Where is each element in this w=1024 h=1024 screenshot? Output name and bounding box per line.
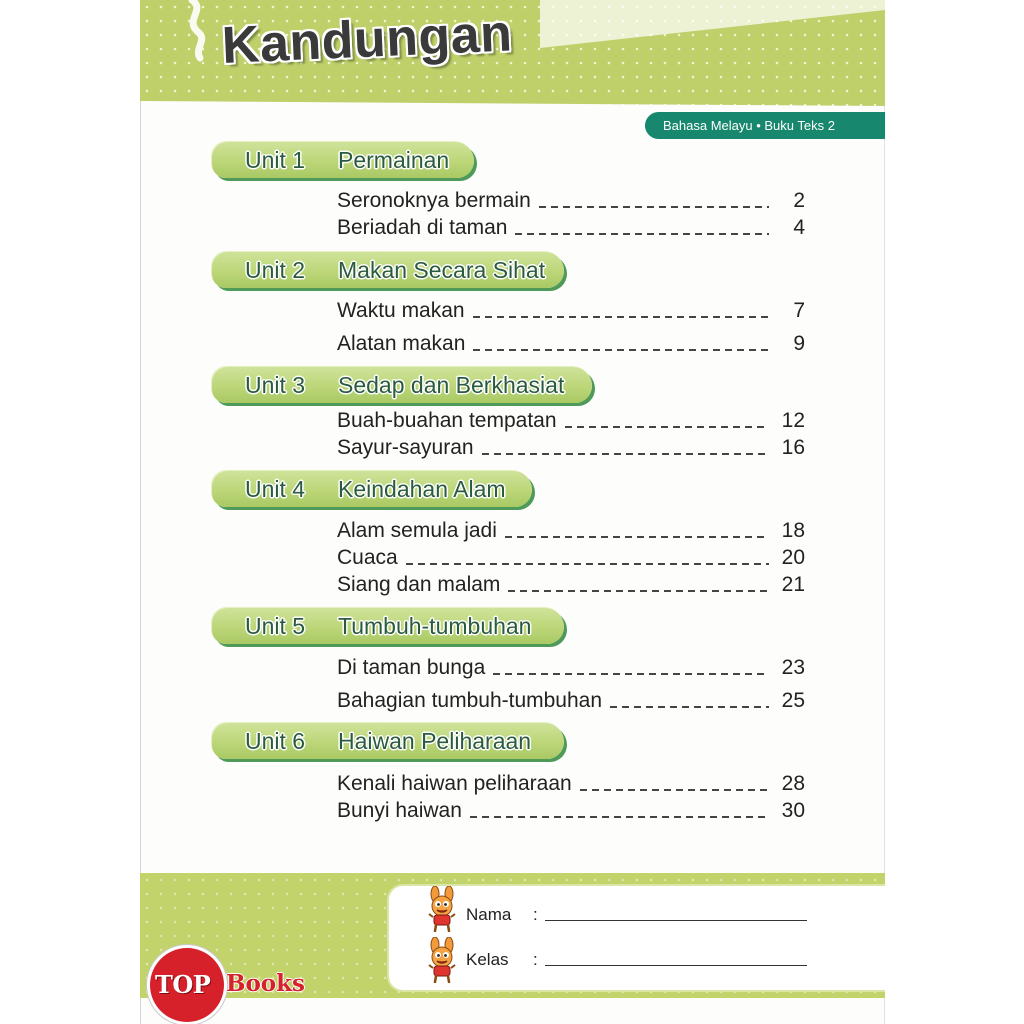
toc-entry <box>337 298 805 324</box>
toc-entry-page: 7 <box>793 299 805 322</box>
unit-number: Unit 5 <box>245 613 306 639</box>
name-label: Nama <box>466 905 512 924</box>
page-title: Kandungan <box>220 4 514 75</box>
toc-entry-page: 2 <box>793 189 805 212</box>
toc-entry <box>337 545 805 571</box>
toc-entry-title: Alam semula jadi <box>337 519 497 542</box>
toc-entry-page: 16 <box>781 436 805 459</box>
toc-entry-title: Beriadah di taman <box>337 216 508 239</box>
unit-title: Sedap dan Berkhasiat <box>338 372 565 398</box>
unit-title: Permainan <box>338 147 450 173</box>
dotted-leader <box>470 816 769 818</box>
unit-heading <box>212 142 474 178</box>
toc-entry <box>337 435 805 461</box>
unit-number: Unit 2 <box>245 257 306 283</box>
toc-entry-page: 25 <box>781 689 805 712</box>
student-info-box <box>387 884 885 992</box>
toc-entry-page: 12 <box>781 409 805 432</box>
toc-entry-page: 18 <box>781 519 805 542</box>
dotted-leader <box>515 233 769 235</box>
toc-entry-title: Sayur-sayuran <box>337 436 474 459</box>
unit-number: Unit 1 <box>245 147 306 173</box>
dotted-leader <box>406 563 769 565</box>
toc-entry-title: Bahagian tumbuh-tumbuhan <box>337 689 603 712</box>
book-label: Bahasa Melayu • Buku Teks 2 <box>645 112 885 139</box>
toc-entry <box>337 331 805 357</box>
mascot-icon <box>423 937 461 983</box>
toc-entry <box>337 572 805 598</box>
unit-title: Makan Secara Sihat <box>338 257 546 283</box>
unit-title: Keindahan Alam <box>338 476 506 502</box>
dotted-leader <box>565 426 769 428</box>
logo-books-text: Books <box>226 970 306 997</box>
class-separator: : <box>533 950 538 969</box>
mascot-icon <box>423 886 461 932</box>
toc-entry <box>337 215 805 241</box>
unit-number: Unit 3 <box>245 372 306 398</box>
toc-entry-page: 9 <box>793 332 805 355</box>
toc-entry-title: Alatan makan <box>337 332 466 355</box>
dotted-leader <box>473 316 769 318</box>
unit-number: Unit 6 <box>245 728 306 754</box>
toc-entry <box>337 188 805 214</box>
dotted-leader <box>505 536 769 538</box>
class-label: Kelas <box>466 950 509 969</box>
toc-entry-title: Kenali haiwan peliharaan <box>337 772 572 795</box>
name-write-line <box>545 920 807 921</box>
toc-entry-title: Di taman bunga <box>337 656 486 679</box>
unit-heading <box>212 471 532 507</box>
toc-entry <box>337 408 805 434</box>
unit-number: Unit 4 <box>245 476 306 502</box>
unit-title: Tumbuh-tumbuhan <box>338 613 532 639</box>
toc-entry-page: 30 <box>781 799 805 822</box>
toc-entry-title: Siang dan malam <box>337 573 501 596</box>
name-separator: : <box>533 905 538 924</box>
toc-entry-page: 20 <box>781 546 805 569</box>
dotted-leader <box>508 590 769 592</box>
toc-entry-title: Bunyi haiwan <box>337 799 462 822</box>
unit-heading <box>212 723 564 759</box>
logo-top-text: TOP <box>155 970 211 999</box>
toc-entry-title: Waktu makan <box>337 299 465 322</box>
toc-entry <box>337 798 805 824</box>
dotted-leader <box>610 706 769 708</box>
toc-entry-title: Seronoknya bermain <box>337 189 531 212</box>
dotted-leader <box>580 789 769 791</box>
class-write-line <box>545 965 807 966</box>
dotted-leader <box>539 206 769 208</box>
unit-title: Haiwan Peliharaan <box>338 728 532 754</box>
toc-entry-title: Buah-buahan tempatan <box>337 409 557 432</box>
toc-entry-page: 21 <box>781 573 805 596</box>
toc-entry <box>337 518 805 544</box>
toc-entry-page: 23 <box>781 656 805 679</box>
unit-heading <box>212 608 564 644</box>
toc-entry <box>337 688 805 714</box>
dotted-leader <box>473 349 769 351</box>
dotted-leader <box>482 453 769 455</box>
toc-entry-page: 4 <box>793 216 805 239</box>
toc-entry-title: Cuaca <box>337 546 398 569</box>
toc-entry <box>337 655 805 681</box>
toc-entry <box>337 771 805 797</box>
unit-heading <box>212 367 592 403</box>
unit-heading <box>212 252 564 288</box>
toc-entry-page: 28 <box>781 772 805 795</box>
dotted-leader <box>493 673 769 675</box>
